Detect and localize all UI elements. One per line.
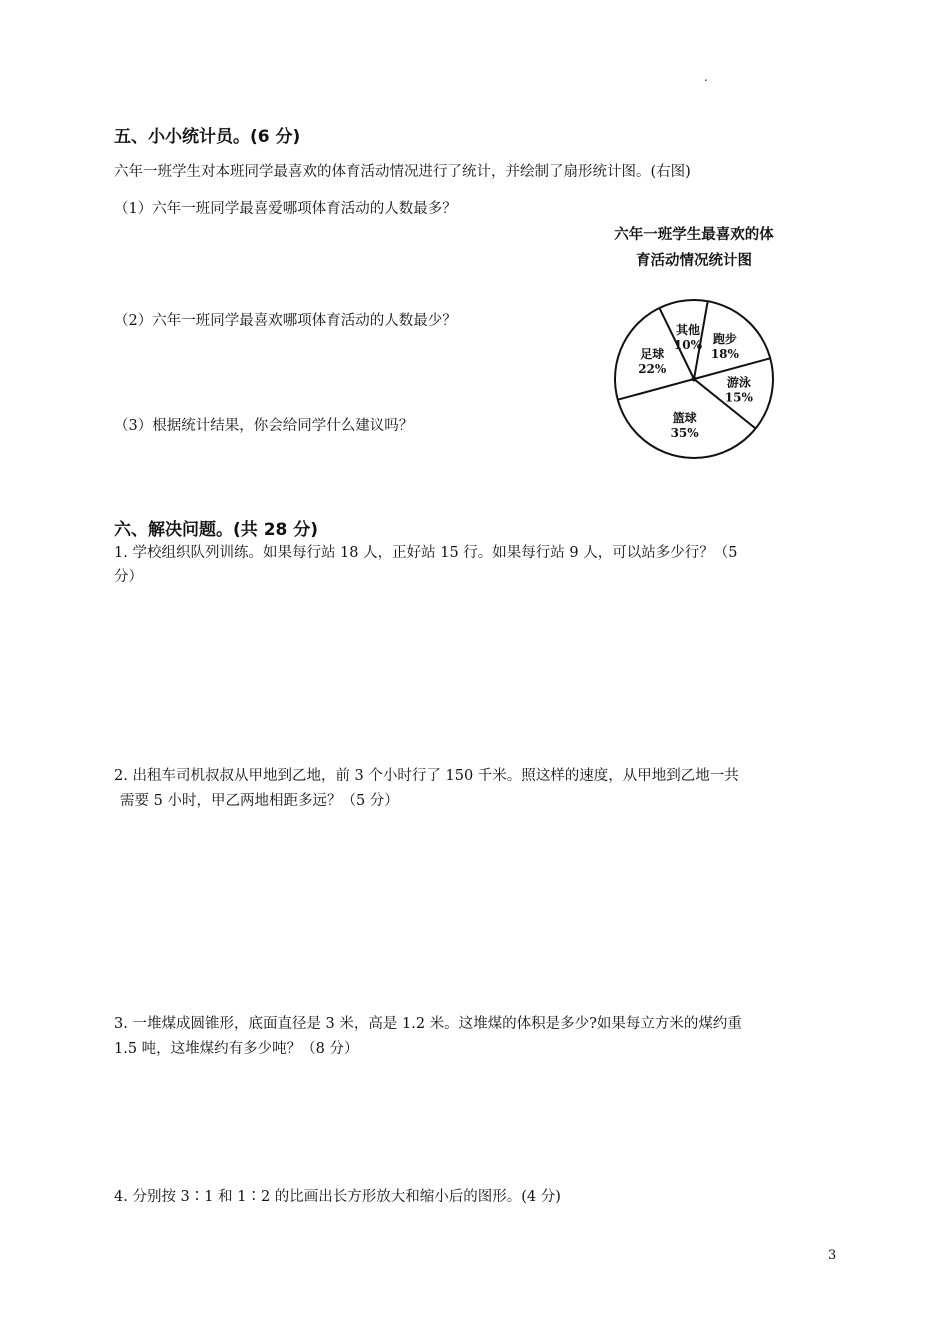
chart-title-line-1: 六年一班学生最喜欢的体: [614, 227, 774, 243]
problem-3-line-2: 1.5 吨，这堆煤约有多少吨？（8 分）: [114, 1041, 359, 1057]
pie-slice-label-4: 足球: [640, 347, 665, 362]
problem-2-line-2: 需要 5 小时，甲乙两地相距多远？（5 分）: [120, 793, 399, 809]
pie-slice-value-2: 15%: [724, 390, 753, 405]
section5-question-3: （3）根据统计结果，你会给同学什么建议吗？: [114, 418, 414, 434]
page-number: 3: [828, 1248, 837, 1263]
section6-heading: 六、解决问题。(共 28 分): [114, 520, 319, 540]
problem-3-line-1: 3. 一堆煤成圆锥形，底面直径是 3 米，高是 1.2 米。这堆煤的体积是多少?如果每立方米的煤约重: [114, 1016, 742, 1032]
problem-1-line-2: 分）: [114, 569, 143, 585]
section5-intro: 六年一班学生对本班同学最喜欢的体育活动情况进行了统计，并绘制了扇形统计图。(右图): [114, 164, 691, 180]
pie-center: [692, 377, 697, 382]
pie-slice-value-5: 10%: [673, 337, 703, 352]
pie-slice-label-3: 篮球: [672, 410, 697, 425]
pie-chart: [594, 286, 794, 476]
section5-heading: 五、小小统计员。(6 分): [114, 127, 301, 147]
pie-slice-value-4: 22%: [638, 362, 667, 377]
top-dot: .: [704, 70, 708, 84]
pie-slice-value-1: 18%: [710, 347, 739, 362]
pie-slice-label-5: 其他: [675, 322, 700, 337]
pie-slice-label-2: 游泳: [726, 375, 751, 390]
chart-title-line-2: 育活动情况统计图: [636, 253, 752, 269]
problem-1-line-1: 1. 学校组织队列训练。如果每行站 18 人，正好站 15 行。如果每行站 9 人，可以站多少行？（5: [114, 545, 738, 561]
problem-2-line-1: 2. 出租车司机叔叔从甲地到乙地，前 3 个小时行了 150 千米。照这样的速度，从甲地到乙地一共: [114, 768, 739, 784]
chart-title: [594, 222, 794, 274]
pie-slice-label-1: 跑步: [712, 332, 737, 347]
section5-question-1: （1）六年一班同学最喜爱哪项体育活动的人数最多？: [114, 201, 457, 217]
problem-4: 4. 分别按 3∶1 和 1∶2 的比画出长方形放大和缩小后的图形。(4 分): [114, 1189, 561, 1205]
pie-slice-value-3: 35%: [670, 425, 699, 440]
section5-question-2: （2）六年一班同学最喜欢哪项体育活动的人数最少？: [114, 313, 457, 329]
